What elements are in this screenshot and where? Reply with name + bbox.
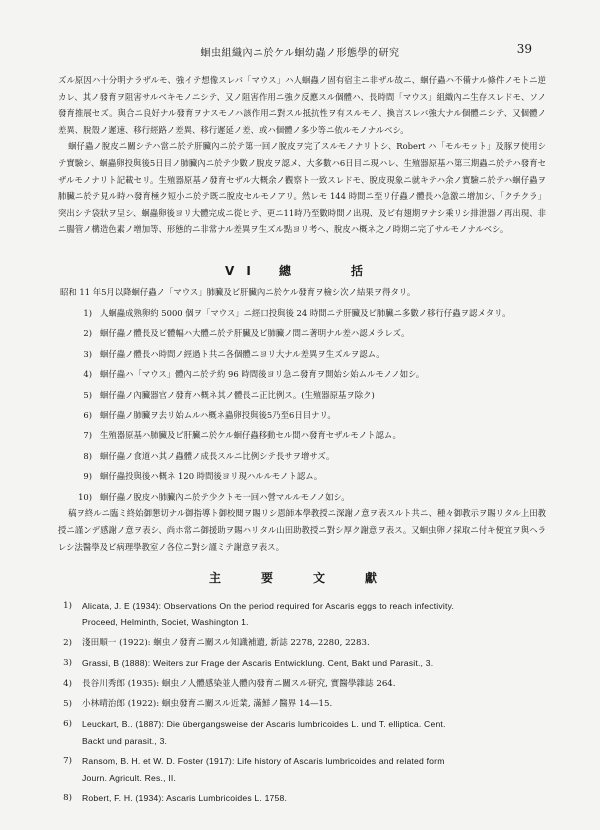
summary-list [58, 303, 548, 507]
summary-item [58, 487, 548, 507]
reference-item [50, 635, 550, 651]
running-title: 蛔虫組織內ニ於ケル蛔幼蟲ノ形態學的研究 [200, 48, 400, 59]
summary-item [58, 446, 548, 466]
summary-item-text: 蛔仔蟲ノ肺臟ヲ去リ始ムルハ概ネ蟲卵投與後5乃至6日目ナリ。 [100, 410, 336, 421]
summary-item [58, 466, 548, 486]
summary-item-text: 蛔仔蟲投與後ハ概ネ 120 時間後ヨリ現ハルルモノト認ム。 [100, 471, 323, 482]
summary-item-text: 蛔仔蟲ノ脫皮ハ肺臟內ニ於テ少クトモ一回ハ營マルルモノノ如シ。 [100, 491, 350, 502]
reference-item [50, 598, 550, 631]
reference-text [82, 598, 550, 631]
reference-line: Ransom, B. H. et W. D. Foster (1917): Life history of Ascaris lumbricoides and related form [82, 756, 445, 767]
summary-item-text: 蛔仔蟲ノ內臟器官ノ發育ハ概ネ其ノ體長ニ正比例ス。(生殖器原基ヲ除ク) [100, 389, 375, 400]
summary-item-number: 8) [83, 450, 92, 461]
references-heading: 主 要 文 獻 [208, 571, 391, 585]
summary-item [58, 323, 548, 343]
summary-item-number: 7) [83, 430, 92, 441]
summary-heading: VI 總 括 [225, 264, 375, 278]
reference-number: 4) [63, 678, 72, 689]
reference-item [50, 655, 550, 671]
reference-item [50, 696, 550, 712]
reference-text [82, 655, 550, 671]
body-paragraph: 蛔仔蟲ノ脫皮ニ關シテハ當ニ於テ肝臟內ニ於テ第一回ノ脫皮ヲ完了スルモノナリトシ、Robert ハ「モルモット」及豚ヲ使用シテ實驗シ、蛔蟲卵投與後5日目ノ肺臟內ニ於テ少數ノ脫皮ヲ認メ、大多數ハ6日目ニ現ハレ、生殖器原基ハ第三期蟲ニ於テハ發育セザルモノナリト記載セリ。生殖器原基ノ發育セザル大概余ノ觀察ト一致スレドモ、脫皮現象ニ就キテハ余ノ實驗ニ於テハ蛔仔蟲ヲ肺臟ニ於テ見ル時ハ發育極ク短小ニ於テ既ニ脫皮セルモノアリ。然レモ 144 時間ニ至リ仔蟲ノ體長ハ急激ニ增加シ、「クチクラ」突出シテ袋狀ヲ呈シ、蛔蟲卵後ヨリ大體完成ニ從ヒテ、更ニ11時乃至數時間ノ出現、及ビ有翅期ヲナシ乘リシ排泄器ノ再出現、非ニ腸管ノ構造色素ノ增加等、形態的ニ非常ナル差異ヲ生ズル點ヨリ考ヘ、脫皮ハ概ネ之ノ時期ニ完了サルモノナルベシ。 [58, 141, 546, 235]
summary-item-number: 6) [83, 410, 92, 421]
reference-text [82, 753, 550, 786]
summary-item-text: 人蛔蟲成熟卵約 5000 個ヲ「マウス」ニ經口投與後 24 時間ニテ肝臟及ビ肺臟ニ多數ノ移行仔蟲ヲ認メタリ。 [100, 308, 511, 318]
reference-line: 淺田順一 (1922): 蛔虫ノ發育ニ關スル知識補遺, 新誌 2278, 2280, 2283. [82, 637, 370, 648]
summary-item-number: 3) [83, 348, 92, 359]
reference-text [82, 790, 550, 806]
summary-item [58, 385, 548, 405]
summary-item-number: 5) [83, 389, 92, 400]
reference-line: Proceed, Helminth, Societ, Washington 1. [82, 617, 249, 628]
reference-text [82, 676, 550, 692]
reference-item [50, 716, 550, 749]
reference-text [82, 716, 550, 749]
summary-item [58, 344, 548, 364]
summary-item-number: 10) [78, 491, 92, 502]
summary-item [58, 364, 548, 384]
acknowledgement [58, 505, 546, 556]
reference-line: Backt und parasit., 3. [82, 735, 168, 746]
reference-number: 1) [63, 601, 72, 611]
reference-line: Journ. Agricult. Res., II. [82, 772, 177, 783]
summary-item-text: 蛔仔蟲ノ食道ハ其ノ蟲體ノ成長スルニ比例シテ長サヲ增サズ。 [100, 450, 335, 461]
reference-number: 8) [63, 793, 72, 804]
reference-text [82, 696, 550, 712]
reference-line: Grassi, B (1888): Weiters zur Frage der Ascaris Entwicklung. Cent, Bakt und Parasit., 3. [82, 658, 434, 669]
acknowledgement-text: 稿ヲ終ルニ臨ミ終始御懇切ナル御指導ト御校閱ヲ賜リシ恩師本學教授ニ深謝ノ意ヲ表スルト共ニ、種々御教示ヲ賜リタル上田教授ニ謹ンデ感謝ノ意ヲ表シ、尚ホ常ニ御援助ヲ賜ハリタル山田助教授ニ對シ厚ク謝意ヲ表ス。又蛔虫卵ノ採取ニ付キ便宜ヲ與ヘラレシ法醫學及ビ病理學教室ノ各位ニ對シ謹ミテ謝意ヲ表ス。 [58, 508, 546, 552]
body-paragraph: ズル原因ハ十分明ナラザルモ、強イテ想像スレバ「マウス」ハ人蛔蟲ノ固有宿主ニ非ザル故ニ、蛔仔蟲ハ不備ナル條件ノモトニ逆カレ、其ノ發育ヲ阻害サルベキモノニシテ、又ノ阻害作用ニ強ク反應スル個體ハ、長時間「マウス」組織內ニ生存スレドモ、ソノ發育推展セズ。與合ニ良好ナル發育ヲナスモノハ該作用ニ對スル抵抗性ヲ有スルモノ、換言スレバ強大ナル個體ニシテ、又個體ノ差異、脫殼ノ遲速、移行經路ノ差異、移行遲延ノ差、或ハ個體ノ多少等ニ依ルモノナルベシ。 [58, 75, 546, 135]
reference-item [50, 790, 550, 806]
page-number: 39 [516, 42, 532, 56]
summary-item-text: 蛔仔蟲ノ體長及ビ體幅ハ大體ニ於テ肝臟及ビ肺臟ノ間ニ著明ナル差ハ認メラレズ。 [100, 328, 410, 339]
reference-item [50, 676, 550, 692]
reference-number: 3) [63, 658, 72, 669]
summary-item-number: 2) [83, 328, 92, 339]
reference-line: Alicata, J. E (1934): Observations On the period required for Ascaris eggs to reach infectivity. [82, 601, 455, 611]
reference-number: 5) [63, 699, 72, 710]
summary-item [58, 303, 548, 323]
summary-item [58, 425, 548, 445]
summary-item-text: 蛔仔蟲ノ體長ハ時間ノ經過ト共ニ各個體ニヨリ大ナル差異ヲ生ズルヲ認ム。 [100, 348, 385, 359]
summary-intro: 昭和 11 年5月以降蛔仔蟲ノ「マウス」肺臟及ビ肝臟內ニ於ケル發育ヲ檢シ次ノ結果ヲ得タリ。 [60, 287, 416, 297]
reference-item [50, 753, 550, 786]
summary-item-number: 4) [83, 369, 92, 380]
reference-number: 6) [63, 719, 72, 730]
reference-text [82, 635, 550, 651]
summary-item-number: 9) [83, 471, 92, 482]
reference-line: Leuckart, B.. (1887): Die übergangsweise der Ascaris lumbricoides L. und T. elliptica. Cent. [82, 719, 446, 730]
body-text [58, 72, 546, 238]
summary-item-text: 蛔仔蟲ハ「マウス」體內ニ於テ約 96 時間後ヨリ急ニ發育ヲ開始シ始ムルモノノ如シ。 [100, 369, 425, 380]
reference-line: Robert, F. H. (1934): Ascaris Lumbricoides L. 1758. [82, 793, 288, 804]
summary-item-text: 生殖器原基ハ肺臟及ビ肝臟ニ於ケル蛔仔蟲移動セル間ハ發育セザルモノト認ム。 [100, 430, 401, 441]
summary-item [58, 405, 548, 425]
references-list [50, 598, 550, 810]
reference-line: 長谷川秀郎 (1935): 蛔虫ノ人體感染並人體內發育ニ關スル研究, 實醫學雜誌 264. [82, 678, 396, 689]
reference-number: 7) [63, 756, 72, 767]
summary-item-number: 1) [83, 308, 92, 318]
reference-number: 2) [63, 637, 72, 648]
reference-line: 小林晴治郎 (1922): 蛔虫發育ニ關スル近業, 滿鮮ノ醫界 14—15. [82, 699, 333, 710]
